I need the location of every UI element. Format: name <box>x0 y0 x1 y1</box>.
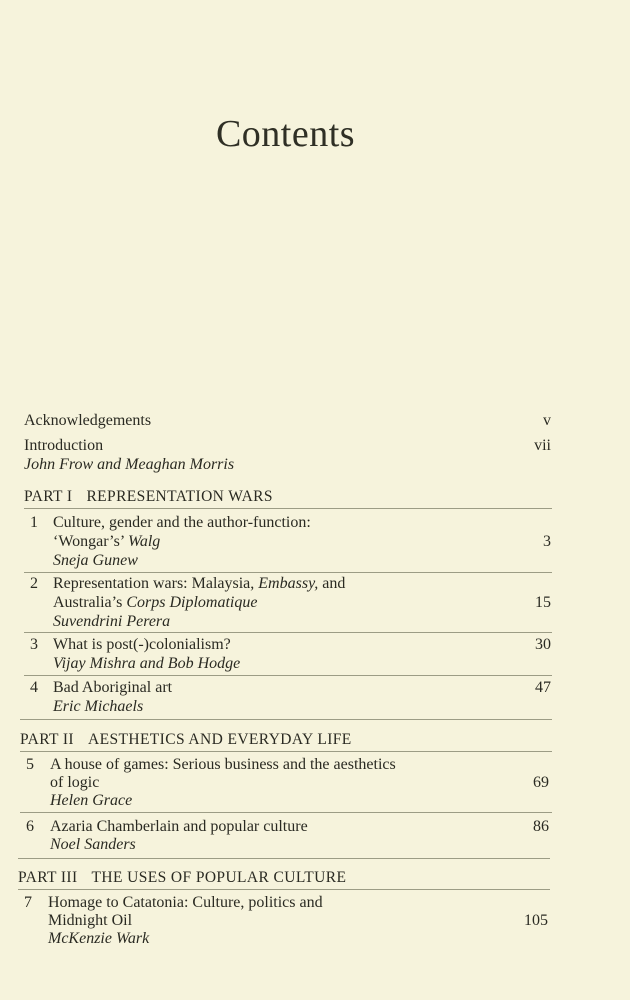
part-title: AESTHETICS AND EVERYDAY LIFE <box>88 731 352 748</box>
chapter-number: 4 <box>30 679 38 696</box>
title-text: and <box>318 575 346 592</box>
entry-author: Eric Michaels <box>53 698 144 715</box>
title-text: ‘Wongar’s’ <box>53 533 128 550</box>
entry-divider <box>24 632 552 633</box>
page-number: v <box>543 412 551 429</box>
entry-author: Vijay Mishra and Bob Hodge <box>53 655 241 672</box>
toc-entry-chapter-1[interactable]: Culture, gender and the author-function: <box>53 514 311 531</box>
page-number: 15 <box>535 594 551 611</box>
chapter-number: 6 <box>26 818 34 835</box>
toc-entry-introduction[interactable]: Introduction <box>24 437 104 454</box>
toc-entry-chapter-4[interactable]: Bad Aboriginal art <box>53 679 173 696</box>
part-title: REPRESENTATION WARS <box>86 488 273 505</box>
page-number: 3 <box>543 533 551 550</box>
title-text: Australia’s <box>53 594 127 611</box>
part-label: PART I <box>24 488 73 505</box>
page-number: 86 <box>533 818 549 835</box>
title-italic: Embassy, <box>258 575 319 592</box>
entry-divider <box>20 812 552 813</box>
entry-author: Helen Grace <box>50 792 133 809</box>
part-label: PART III <box>18 869 78 886</box>
chapter-number: 5 <box>26 756 34 773</box>
chapter-title-line: Midnight Oil <box>48 912 133 929</box>
chapter-title-line <box>53 593 257 612</box>
page-number: 105 <box>524 912 548 929</box>
toc-entry-chapter-2[interactable] <box>53 574 345 593</box>
entry-author: Suvendrini Perera <box>53 613 171 630</box>
part-heading-3 <box>18 868 346 887</box>
page-number: 47 <box>535 679 551 696</box>
entry-author: Sneja Gunew <box>53 552 138 569</box>
entry-divider <box>24 572 552 573</box>
entry-author: McKenzie Wark <box>48 930 150 947</box>
page-title: Contents <box>215 113 356 155</box>
entry-divider <box>24 675 552 676</box>
chapter-number: 3 <box>30 636 38 653</box>
part-heading-2 <box>20 730 352 749</box>
chapter-number: 2 <box>30 575 38 592</box>
toc-entry-chapter-6[interactable]: Azaria Chamberlain and popular culture <box>50 818 308 835</box>
entry-author: Noel Sanders <box>50 836 136 853</box>
page-number: vii <box>534 437 551 454</box>
part-label: PART II <box>20 731 74 748</box>
entry-author: John Frow and Meaghan Morris <box>24 456 235 473</box>
page-number: 69 <box>533 774 549 791</box>
part-divider <box>20 719 552 720</box>
toc-entry-chapter-5[interactable]: A house of games: Serious business and the aesthetics <box>50 756 396 773</box>
part-divider <box>24 508 552 509</box>
part-divider <box>18 858 550 859</box>
chapter-number: 1 <box>30 514 38 531</box>
part-divider <box>20 751 552 752</box>
title-text: Representation wars: Malaysia, <box>53 575 259 592</box>
toc-entry-acknowledgements[interactable]: Acknowledgements <box>24 412 152 429</box>
toc-entry-chapter-7[interactable]: Homage to Catatonia: Culture, politics and <box>48 894 323 911</box>
title-italic: Walg <box>127 533 161 550</box>
part-heading-1 <box>24 487 273 506</box>
page-number: 30 <box>535 636 551 653</box>
title-italic: Corps Diplomatique <box>126 594 258 611</box>
part-title: THE USES OF POPULAR CULTURE <box>91 869 347 886</box>
part-divider <box>18 889 550 890</box>
toc-entry-chapter-3[interactable]: What is post(-)colonialism? <box>53 636 231 653</box>
chapter-number: 7 <box>24 894 32 911</box>
chapter-title-line <box>53 532 160 551</box>
chapter-title-line: of logic <box>50 774 100 791</box>
